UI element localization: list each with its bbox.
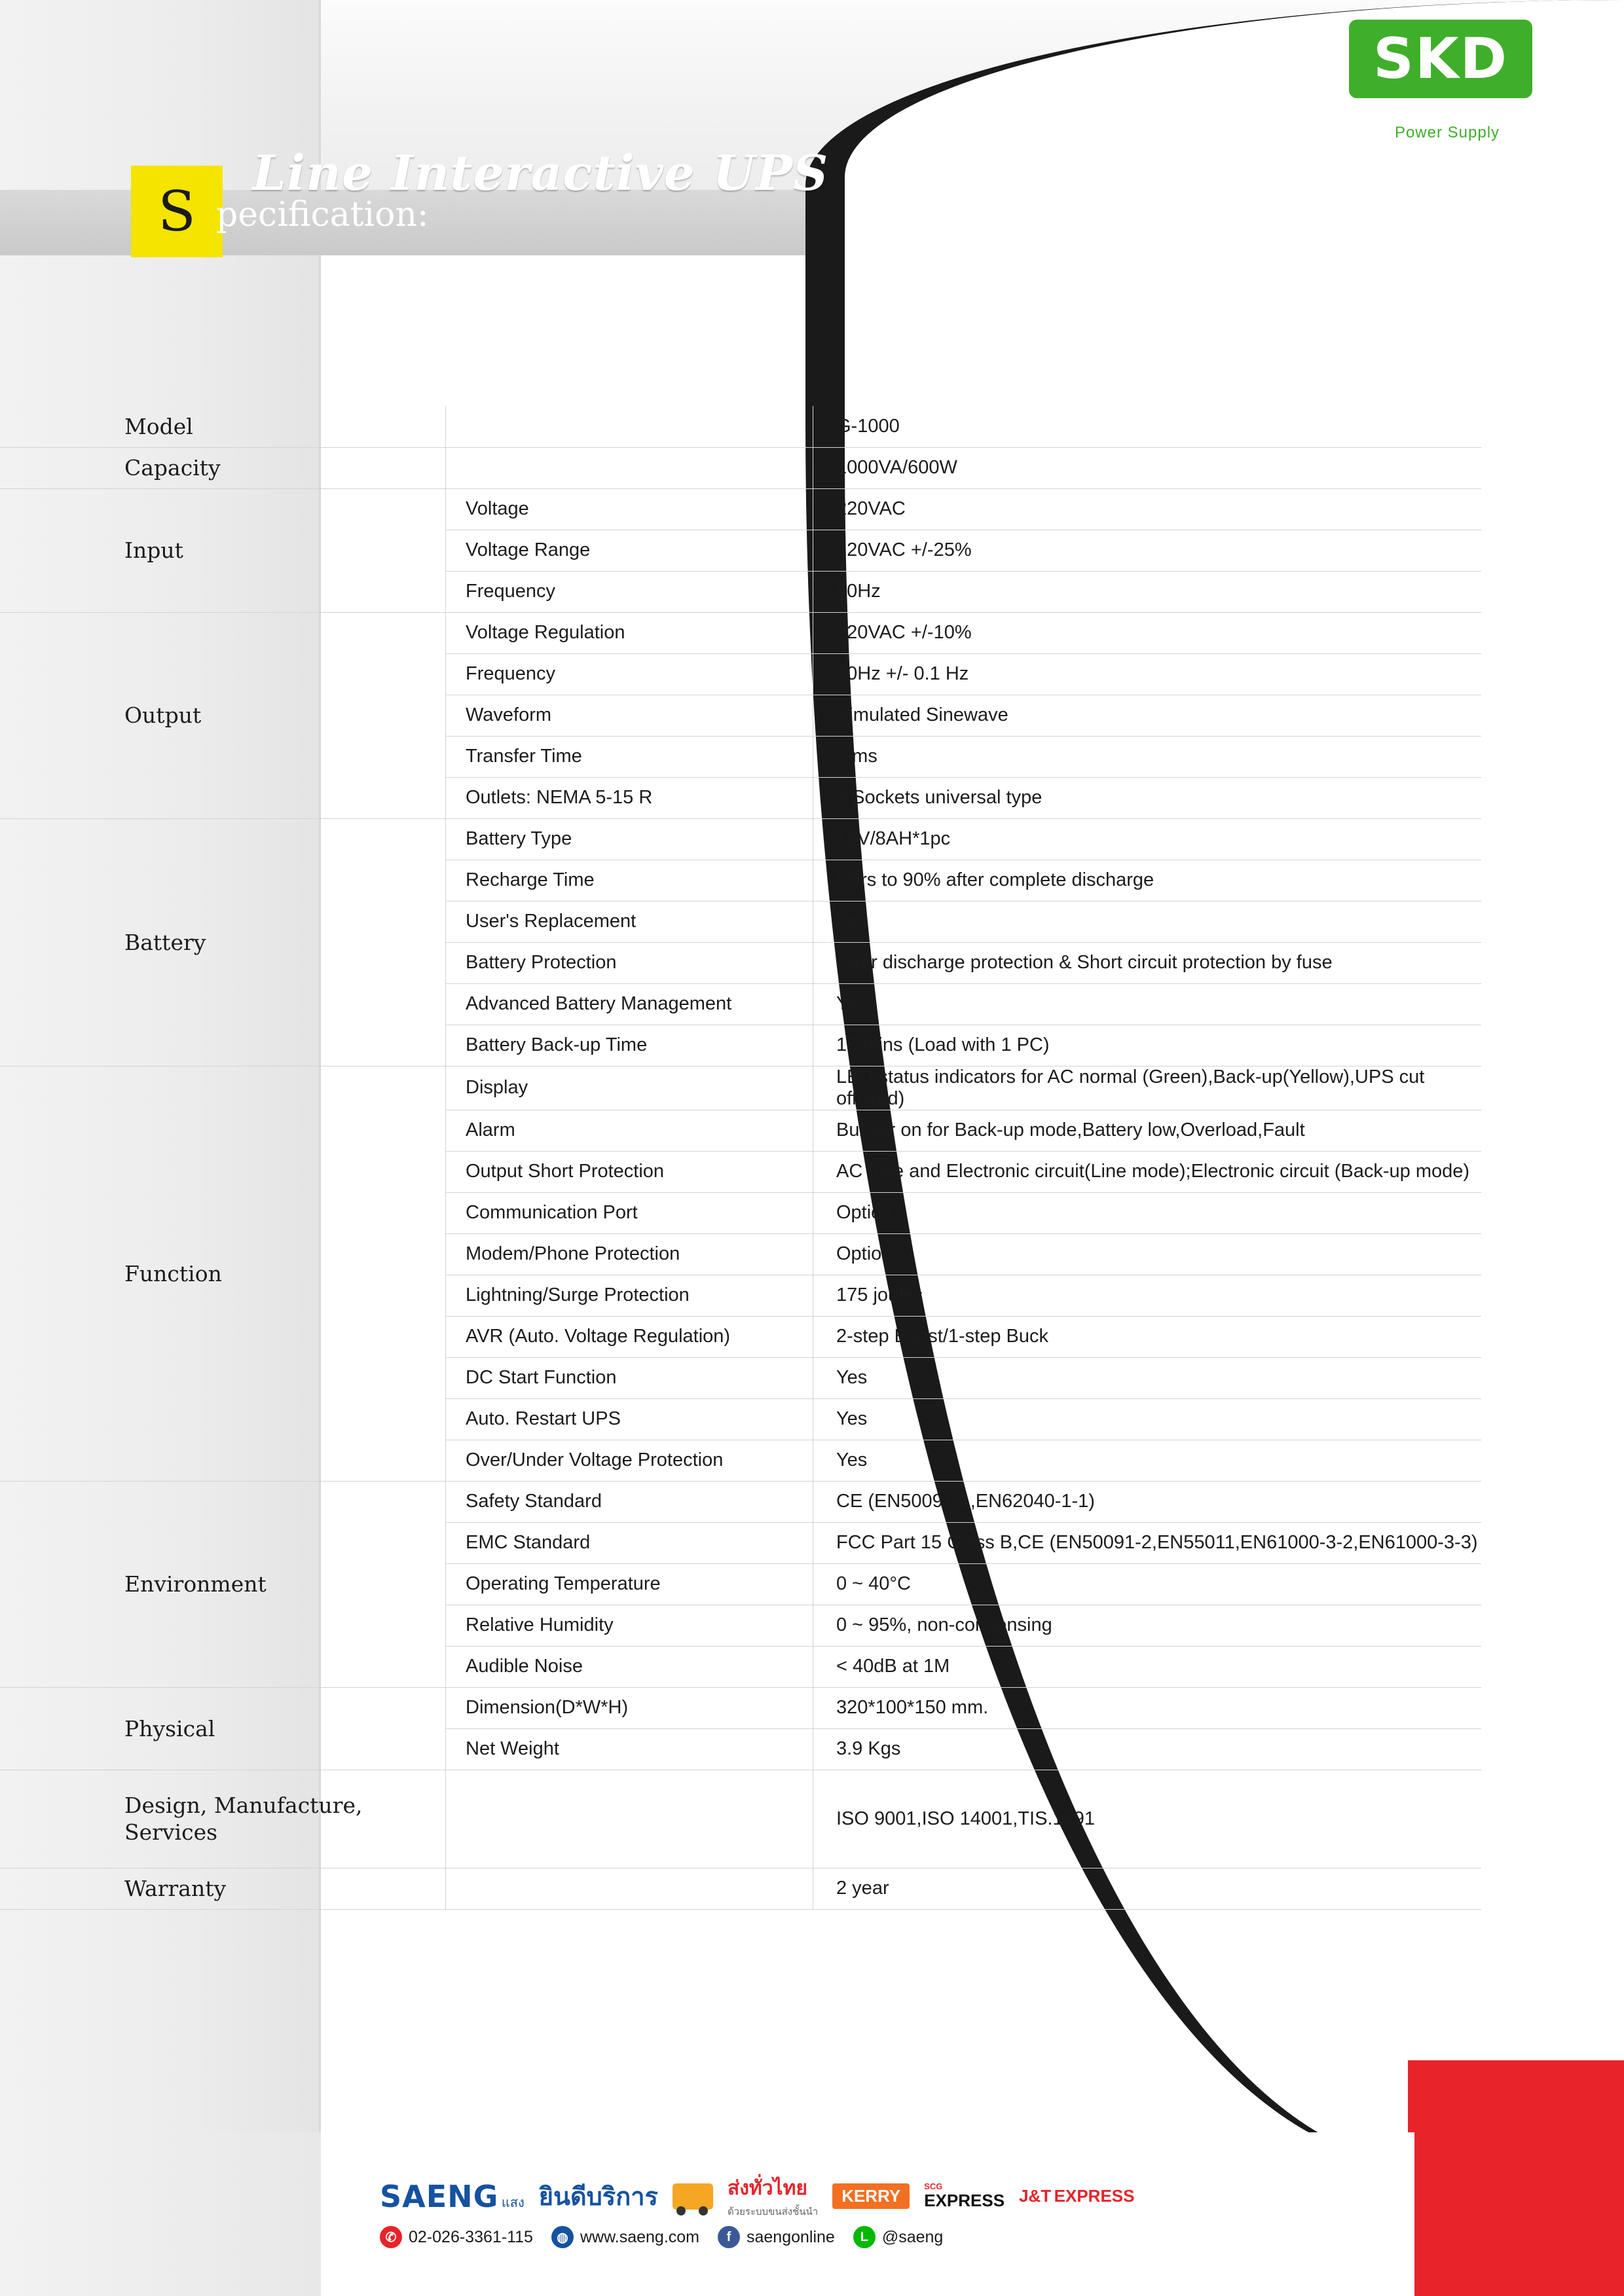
shipping-thai-text: ส่งทั่วไทย [727,2178,807,2199]
row-group: Capacity [0,447,446,488]
row-item: Outlets: NEMA 5-15 R [446,777,813,818]
row-item: Advanced Battery Management [446,983,813,1025]
carrier-jt-sub-text: EXPRESS [1054,2186,1135,2206]
row-value: AC fuse and Electronic circuit(Line mode);Electronic circuit (Back-up mode) [813,1151,1482,1192]
row-group: Model [0,406,446,447]
row-value: 320*100*150 mm. [813,1687,1482,1728]
row-value: Buzzer on for Back-up mode,Battery low,Overload,Fault [813,1110,1482,1151]
table-row [0,1687,1481,1728]
row-value: 50Hz [813,571,1482,612]
contact-line[interactable] [853,2226,944,2248]
row-item [446,406,813,447]
row-value: LED status indicators for AC normal (Green),Back-up(Yellow),UPS cut off(Red) [813,1066,1482,1110]
row-item: Voltage Regulation [446,612,813,653]
row-value: Yes [813,1398,1482,1440]
contact-facebook[interactable] [718,2226,835,2248]
row-value: Simulated Sinewave [813,695,1482,736]
carrier-jt-text: J&T [1019,2186,1052,2206]
contact-website-text: www.saeng.com [580,2227,699,2246]
specification-table-body [0,406,1481,1909]
line-icon: L [853,2226,876,2248]
row-item: Transfer Time [446,736,813,777]
specification-table [0,406,1481,1910]
row-item [446,1770,813,1868]
contact-website[interactable] [551,2226,699,2248]
carrier-kerry-logo: KERRY [832,2183,910,2209]
row-value: 3.9 Kgs [813,1728,1482,1770]
page-title: Line Interactive UPS [252,145,829,202]
carrier-scg-express-logo [924,2182,1005,2211]
row-item: Output Short Protection [446,1151,813,1192]
row-value: 0 ~ 40°C [813,1563,1482,1605]
spec-label: pecification: [216,195,429,234]
service-thai-text: ยินดีบริการ [538,2183,658,2211]
row-item: EMC Standard [446,1522,813,1563]
contact-facebook-text: saengonline [747,2227,835,2246]
brand-tagline-1: Uninterruptible [1386,103,1508,123]
row-item: Recharge Time [446,860,813,901]
table-row [0,1868,1481,1909]
row-item: Audible Noise [446,1646,813,1687]
row-item: Display [446,1066,813,1110]
table-row [0,1066,1481,1110]
row-item: User's Replacement [446,901,813,942]
row-item: Battery Back-up Time [446,1025,813,1066]
row-value: 12V/8AH*1pc [813,818,1482,860]
row-group: Input [0,488,446,612]
table-row [0,1770,1481,1868]
row-value: 1000VA/600W [813,447,1482,488]
row-value: 175 joules [813,1275,1482,1316]
row-item: Relative Humidity [446,1605,813,1646]
footer-carriers [380,2173,1231,2219]
row-item [446,447,813,488]
shipping-sub-text: ด้วยระบบขนส่งชั้นนำ [727,2206,819,2217]
service-text-block [539,2176,658,2216]
row-value: 15 mins (Load with 1 PC) [813,1025,1482,1066]
table-row [0,488,1481,530]
carrier-scg-text: SCG [924,2181,943,2191]
row-group: Output [0,612,446,818]
row-item: Frequency [446,653,813,695]
row-item: Lightning/Surge Protection [446,1275,813,1316]
row-value: Option [813,1233,1482,1275]
contact-phone[interactable] [380,2226,533,2248]
row-value: Yes [813,1440,1482,1481]
row-value: 50Hz +/- 0.1 Hz [813,653,1482,695]
contact-phone-text: 02-026-3361-115 [409,2227,533,2246]
row-group: Warranty [0,1868,446,1909]
row-value: 220VAC +/-10% [813,612,1482,653]
carrier-jt-logo [1019,2186,1134,2206]
row-value: Yes [813,901,1482,942]
table-row [0,1481,1481,1522]
shipping-text-block [728,2173,818,2219]
row-item: Waveform [446,695,813,736]
row-item: Voltage Range [446,530,813,571]
row-value: 2-step Boost/1-step Buck [813,1316,1482,1357]
row-value: 2 year [813,1868,1482,1909]
footer-contacts [380,2226,1231,2248]
row-item: DC Start Function [446,1357,813,1398]
row-value: CE (EN50091-1,EN62040-1-1) [813,1481,1482,1522]
facebook-icon: f [718,2226,740,2248]
row-value: Over discharge protection & Short circuit protection by fuse [813,942,1482,983]
row-item: Dimension(D*W*H) [446,1687,813,1728]
row-value: 4 Sockets universal type [813,777,1482,818]
brand-logo [1349,20,1545,141]
row-item: Safety Standard [446,1481,813,1522]
row-item: Net Weight [446,1728,813,1770]
row-group: Environment [0,1481,446,1687]
phone-icon: ✆ [380,2226,402,2248]
row-group: Physical [0,1687,446,1770]
row-group: Battery [0,818,446,1066]
row-value: 220VAC +/-25% [813,530,1482,571]
row-value: Yes [813,1357,1482,1398]
red-corner-block [1408,2060,1624,2296]
row-item: Frequency [446,571,813,612]
table-row [0,406,1481,447]
row-item: Voltage [446,488,813,530]
row-value: 220VAC [813,488,1482,530]
footer-left-panel [0,2132,321,2296]
footer [380,2173,1231,2271]
contact-line-text: @saeng [881,2227,944,2246]
row-value: 0 ~ 95%, non-condensing [813,1605,1482,1646]
table-row [0,818,1481,860]
row-item: Over/Under Voltage Protection [446,1440,813,1481]
row-item [446,1868,813,1909]
carrier-express-text: EXPRESS [924,2190,1005,2210]
row-value: Yes [813,983,1482,1025]
row-item: Operating Temperature [446,1563,813,1605]
row-group: Function [0,1066,446,1481]
row-value: ISO 9001,ISO 14001,TIS.1291 [813,1770,1482,1868]
row-group: Design, Manufacture, Services [0,1770,446,1868]
row-value: < 40dB at 1M [813,1646,1482,1687]
saeng-logo-text: SAENG [380,2178,499,2214]
table-row [0,447,1481,488]
row-item: Auto. Restart UPS [446,1398,813,1440]
row-item: Modem/Phone Protection [446,1233,813,1275]
row-value: G-1000 [813,406,1482,447]
truck-icon [673,2183,713,2210]
row-value: Option [813,1192,1482,1233]
brand-tagline-2: Power Supply [1394,124,1500,141]
table-row [0,612,1481,653]
row-item: AVR (Auto. Voltage Regulation) [446,1316,813,1357]
row-item: Battery Type [446,818,813,860]
row-item: Battery Protection [446,942,813,983]
globe-icon: ◍ [551,2226,574,2248]
row-item: Communication Port [446,1192,813,1233]
row-value: 2 ms [813,736,1482,777]
saeng-logo [380,2179,525,2214]
spec-badge-letter: S [158,179,196,244]
row-item: Alarm [446,1110,813,1151]
brand-logo-mark: SKD [1349,20,1532,98]
saeng-logo-thai: แสง [501,2195,525,2210]
row-value: FCC Part 15 Class B,CE (EN50091-2,EN55011,EN61000-3-2,EN61000-3-3) [813,1522,1482,1563]
row-value: 5Hrs to 90% after complete discharge [813,860,1482,901]
